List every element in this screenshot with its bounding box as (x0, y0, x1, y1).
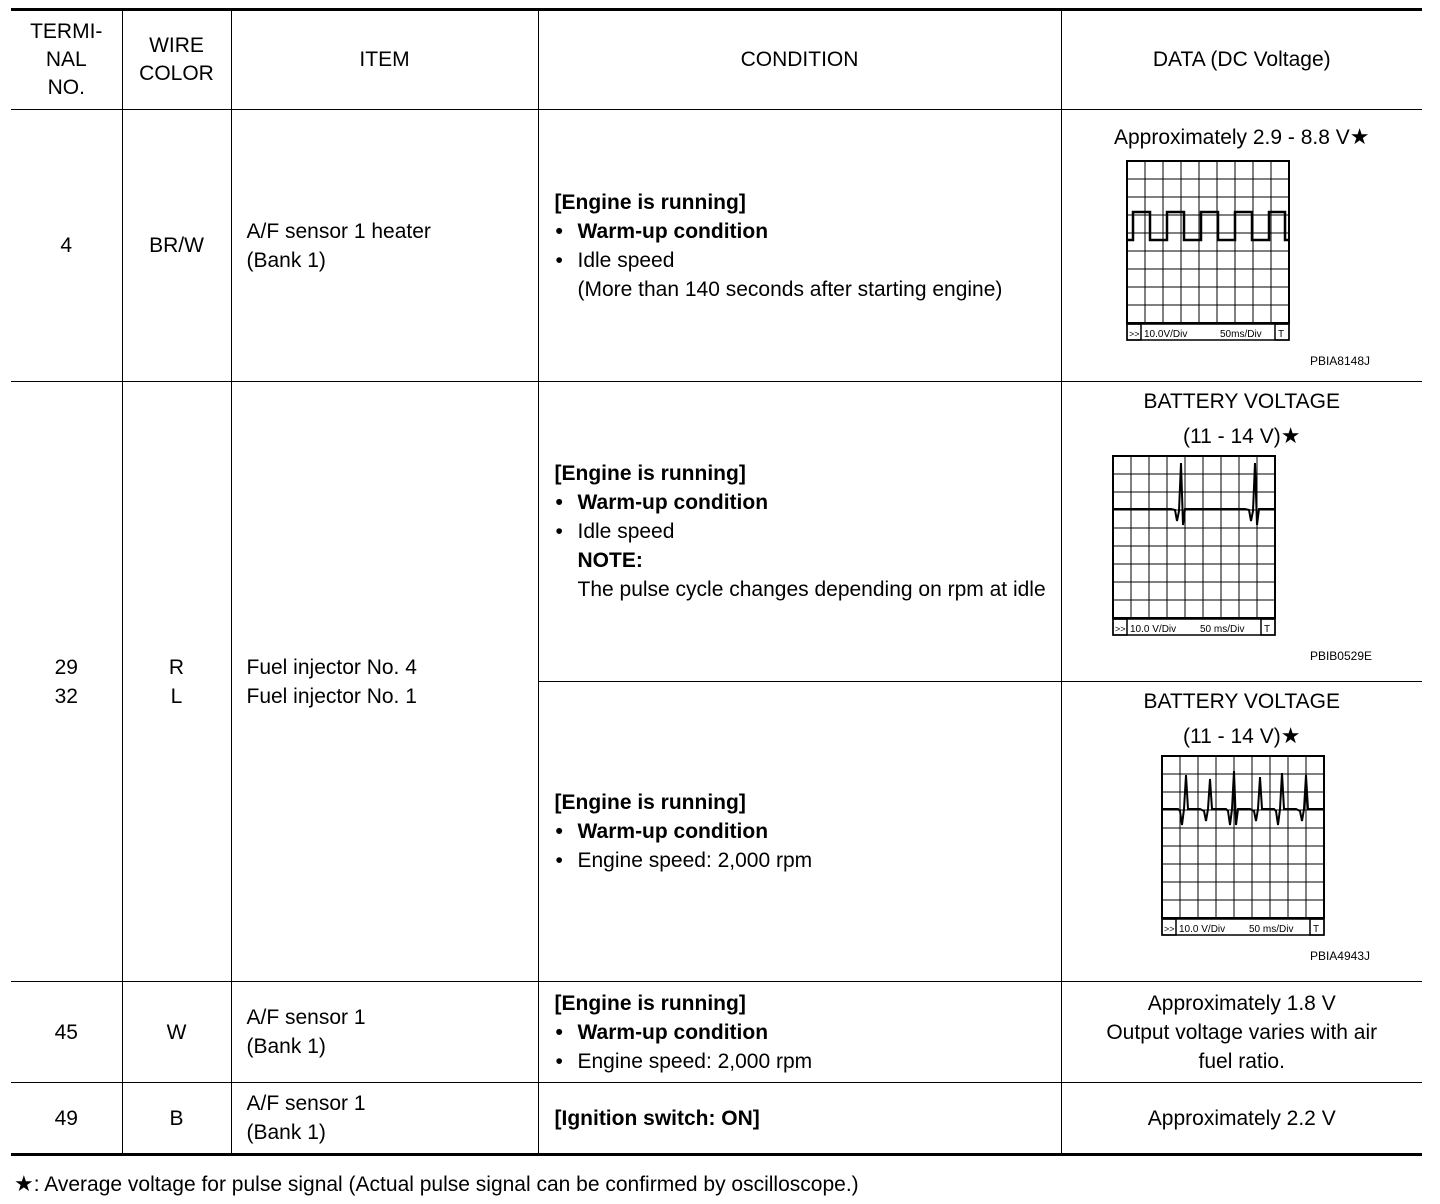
data-label-range (1062, 421, 1423, 451)
condition-bullet: • Warm-up condition (555, 1018, 1061, 1047)
condition-heading: [Engine is running] (554, 791, 746, 814)
table-row (11, 1083, 1422, 1155)
scope-time-div: 50 ms/Div (1199, 624, 1244, 635)
waveform-trace (1163, 771, 1324, 825)
wire-color-cell: B (122, 1083, 231, 1155)
condition-bullet: • Engine speed: 2,000 rpm (555, 846, 1061, 875)
oscilloscope-waveform-injector-2000rpm (1160, 755, 1326, 937)
table-row (11, 110, 1422, 382)
figure-reference: PBIA8148J (1309, 354, 1370, 368)
scope-left-mark: >> (1163, 924, 1175, 934)
terminal-data-table (11, 8, 1422, 1156)
figure-reference: PBIA4943J (1309, 949, 1370, 963)
condition-cell (538, 110, 1061, 382)
condition-cell (538, 382, 1061, 682)
condition-cell (538, 1083, 1061, 1155)
scope-time-div: 50ms/Div (1219, 329, 1262, 340)
data-cell (1061, 110, 1422, 382)
condition-bullet: • Engine speed: 2,000 rpm (555, 1047, 1061, 1076)
condition-bullet: • Warm-up condition (555, 488, 1061, 517)
data-value: (11 - 14 V) (1183, 725, 1281, 748)
oscilloscope-waveform-square (1125, 160, 1291, 342)
condition-bullet: • Warm-up condition (555, 817, 1061, 846)
wire-color-cell: BR/W (122, 110, 231, 382)
header-condition: CONDITION (538, 10, 1061, 110)
condition-heading: [Ignition switch: ON] (554, 1106, 760, 1130)
condition-bullet: • Warm-up condition (555, 217, 1061, 246)
terminal-cell: 4 (11, 110, 122, 382)
data-cell (1061, 682, 1422, 982)
wire-color-cell: W (122, 982, 231, 1083)
data-label (1062, 122, 1423, 152)
item-cell: A/F sensor 1 heater (Bank 1) (231, 110, 538, 382)
condition-heading: [Engine is running] (554, 991, 746, 1015)
scope-right-mark: T (1312, 924, 1319, 935)
oscilloscope-waveform-injector (1111, 455, 1277, 637)
condition-bullet: • Idle speed (555, 246, 1061, 275)
condition-cell (538, 682, 1061, 982)
data-label: BATTERY VOLTAGE (1143, 690, 1340, 713)
data-label-range (1062, 721, 1423, 751)
scope-time-div: 50 ms/Div (1248, 924, 1293, 935)
item-cell: Fuel injector No. 4 Fuel injector No. 1 (231, 382, 538, 982)
note-text: The pulse cycle changes depending on rpm at idle (577, 578, 1046, 601)
table-row (11, 382, 1422, 682)
data-value: Approximately 2.9 - 8.8 V (1113, 126, 1350, 149)
header-wire-color: WIRE COLOR (122, 10, 231, 110)
scope-volt-div: 10.0 V/Div (1178, 924, 1225, 935)
star-icon: ★ (14, 1171, 34, 1196)
terminal-cell: 49 (11, 1083, 122, 1155)
scope-left-mark: >> (1128, 329, 1140, 339)
terminal-cell: 29 32 (11, 382, 122, 982)
star-icon: ★ (1349, 124, 1370, 149)
scope-volt-div: 10.0 V/Div (1129, 624, 1176, 635)
condition-bullet: • Idle speed (555, 517, 1061, 546)
waveform-trace (1128, 212, 1289, 240)
data-label: BATTERY VOLTAGE (1143, 390, 1340, 413)
data-cell (1061, 382, 1422, 682)
data-value: (11 - 14 V) (1183, 425, 1281, 448)
footnote (14, 1170, 859, 1199)
star-icon: ★ (1280, 723, 1301, 748)
condition-subtext: (More than 140 seconds after starting engine) (577, 277, 1003, 301)
terminal-cell: 45 (11, 982, 122, 1083)
header-terminal-no: TERMI- NAL NO. (11, 10, 122, 110)
data-cell: Approximately 2.2 V (1061, 1083, 1422, 1155)
wire-color-cell: R L (122, 382, 231, 982)
condition-cell (538, 982, 1061, 1083)
waveform-trace (1114, 463, 1275, 525)
footnote-text: : Average voltage for pulse signal (Actual pulse signal can be confirmed by oscilloscope.) (33, 1173, 859, 1196)
scope-right-mark: T (1263, 624, 1270, 635)
scope-left-mark: >> (1114, 624, 1126, 634)
star-icon: ★ (1280, 423, 1301, 448)
note-label: NOTE: (577, 549, 643, 572)
header-item: ITEM (231, 10, 538, 110)
item-cell: A/F sensor 1 (Bank 1) (231, 1083, 538, 1155)
figure-reference: PBIB0529E (1309, 649, 1372, 663)
table-row (11, 982, 1422, 1083)
scope-volt-div: 10.0V/Div (1143, 329, 1187, 340)
header-data: DATA (DC Voltage) (1061, 10, 1422, 110)
condition-heading: [Engine is running] (554, 190, 746, 214)
data-cell: Approximately 1.8 V Output voltage varies with air fuel ratio. (1061, 982, 1422, 1083)
condition-heading: [Engine is running] (554, 462, 746, 485)
item-cell: A/F sensor 1 (Bank 1) (231, 982, 538, 1083)
scope-right-mark: T (1277, 329, 1284, 340)
